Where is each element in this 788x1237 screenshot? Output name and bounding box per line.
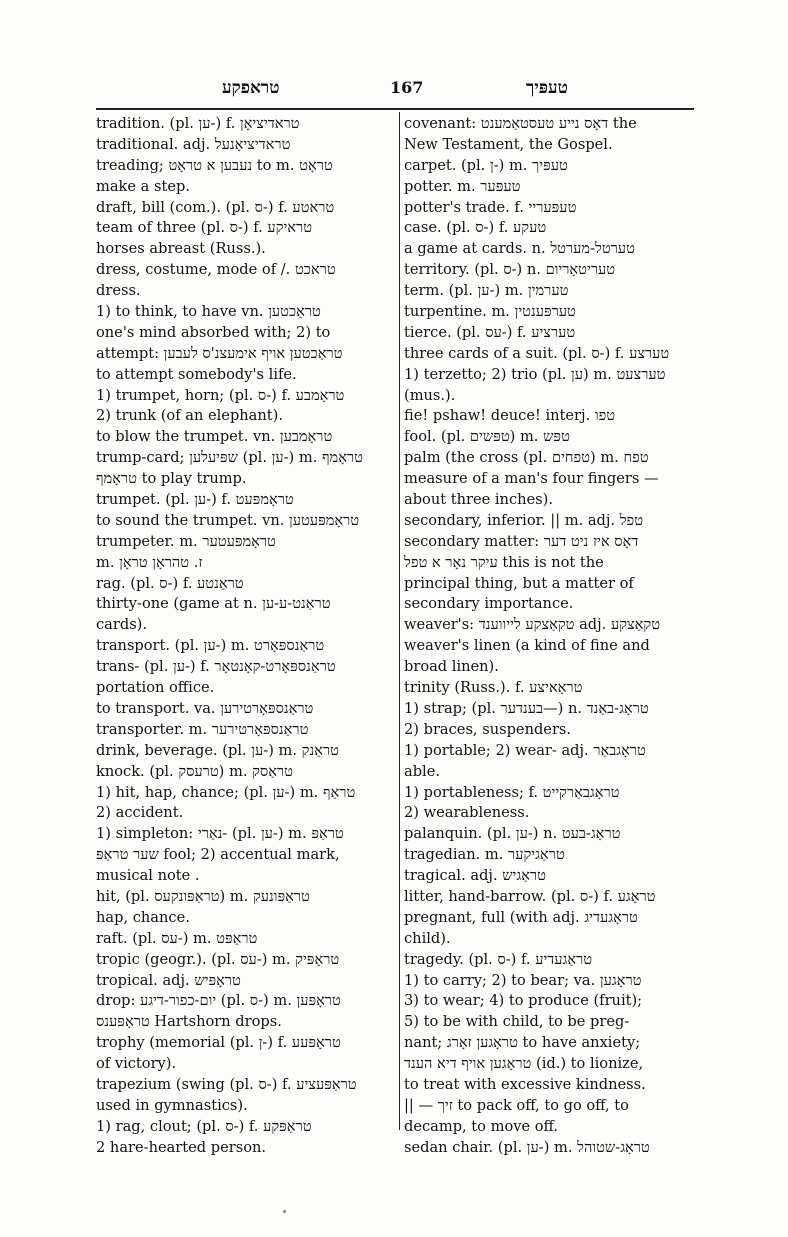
dictionary-line: weaver's: טקאַצקע לייווענד adj. טקאַצקע [404, 616, 661, 634]
dictionary-line: cards). [96, 616, 148, 634]
dictionary-line: carpet. (pl. ן-) m. טעפּיך [404, 156, 568, 174]
dictionary-line: used in gymnastics). [96, 1096, 248, 1114]
dictionary-line: potter's trade. f. טעפּעריי [404, 198, 577, 216]
dictionary-line: טראָמף to play trump. [96, 470, 247, 488]
dictionary-line: to transport. va. טראַנספּאָרטירען [96, 699, 314, 717]
dictionary-line: (mus.). [404, 386, 456, 404]
dictionary-line: trans- (pl. ען-) f. טראַנספּאָרט-קאָנטאָר [96, 658, 336, 676]
dictionary-line: weaver's linen (a kind of fine and [404, 637, 650, 655]
dictionary-line: child). [404, 929, 451, 947]
dictionary-line: litter, hand-barrow. (pl. ס-) f. טראָגע [404, 887, 656, 905]
dictionary-line: three cards of a suit. (pl. ס-) f. טערצע [404, 344, 670, 362]
dictionary-line: trinity (Russ.). f. טראָאיצע [404, 679, 583, 697]
dictionary-line: 1) portable; 2) wear- adj. טראָגבאַר [404, 741, 646, 759]
dictionary-line: potter. m. טעפּער [404, 177, 521, 195]
dictionary-line: 2) trunk (of an elephant). [96, 407, 283, 425]
dictionary-line: tradition. (pl. ען-) f. טראדיציאָן [96, 115, 300, 132]
right-column [404, 114, 696, 1159]
dictionary-line: שער טראַפּ fool; 2) accentual mark, [96, 846, 340, 864]
dictionary-line: m. ז. טהראָן טראָן [96, 553, 203, 571]
header-guide-word-right: טעפּיך [526, 78, 568, 98]
dictionary-line: 2 hare-hearted person. [96, 1138, 267, 1156]
dictionary-line: 2) wearableness. [404, 804, 530, 822]
column-divider [399, 112, 400, 1130]
dictionary-line: thirty-one (game at n. טראַנט-ע-ען [96, 595, 331, 613]
dictionary-line: case. (pl. ס-) f. טעקע [404, 219, 547, 237]
dictionary-line: 1) terzetto; 2) trio (pl. ען) m. טערצעט [404, 365, 666, 383]
dictionary-line: fie! pshaw! deuce! interj. טפו [404, 407, 616, 425]
dictionary-line: decamp, to move off. [404, 1117, 559, 1135]
dictionary-line: one's mind absorbed with; 2) to [96, 323, 331, 341]
dictionary-line: 1) simpleton: נאַרי- (pl. ען-) m. טראַפּ [96, 825, 344, 843]
dictionary-line: 1) hit, hap, chance; (pl. ען-) m. טראַף [96, 783, 356, 801]
dictionary-line: treading; נעבען א טראָט to m. טראָט [96, 156, 333, 174]
dictionary-line: horses abreast (Russ.). [96, 240, 266, 258]
dictionary-line: to sound the trumpet. vn. טראָמפּעטען [96, 511, 360, 529]
dictionary-line: portation office. [96, 679, 215, 697]
dictionary-line: traditional. adj. טראדיציאָנעל [96, 135, 291, 153]
dictionary-line: palm (the cross (pl. טפחים) m. טפח [404, 449, 649, 467]
dictionary-line: 2) braces, suspenders. [404, 720, 572, 738]
dictionary-line: hit, (pl. טראַפּונקעס) m. טראַפּונעק [96, 887, 310, 905]
dictionary-line: tropic (geogr.). (pl. עס-) m. טראָפּיק [96, 950, 340, 968]
dictionary-line: 1) strap; (pl. בענדער—) n. טראָג-באַנד [404, 699, 649, 717]
dictionary-line: tragical. adj. טראַגיש [404, 867, 546, 885]
header-rule [96, 108, 694, 110]
dictionary-line: pregnant, full (with adj. טראָגעדיג [404, 908, 638, 926]
dictionary-line: secondary importance. [404, 595, 574, 613]
page-speck [283, 1210, 286, 1213]
dictionary-line: New Testament, the Gospel. [404, 135, 613, 153]
dictionary-line: trophy (memorial (pl. ן-) f. טראָפּעע [96, 1034, 341, 1052]
dictionary-line: drop: יום-כפור-דיגע (pl. ס-) m. טראָפּען [96, 992, 341, 1010]
dictionary-line: measure of a man's four fingers — [404, 470, 659, 488]
dictionary-line: broad linen). [404, 658, 499, 676]
dictionary-line: 5) to be with child, to be preg- [404, 1013, 630, 1031]
dictionary-line: tragedy. (pl. ס-) f. טראַגעדיע [404, 950, 593, 968]
dictionary-line: to treat with excessive kindness. [404, 1075, 646, 1093]
dictionary-line: covenant: דאָס נייע טעסטאַמענט the [404, 115, 637, 132]
dictionary-line: trapezium (swing (pl. ס-) f. טראַפּעציע [96, 1075, 357, 1093]
dictionary-line: attempt: טראַכטען אויף אימעצנ'ס לעבען [96, 344, 343, 362]
dictionary-line: trumpeter. m. טראָמפּעטער [96, 532, 276, 550]
dictionary-line: sedan chair. (pl. ען-) m. טראָג-שטוהל [404, 1138, 650, 1156]
header-guide-word-left: טראפקע [222, 78, 280, 98]
dictionary-line: knock. (pl. טרעסק) m. טראַסק [96, 762, 293, 780]
dictionary-line: 1) to think, to have vn. טראַכטען [96, 303, 321, 321]
dictionary-line: nant; טראָגען זאָרג to have anxiety; [404, 1034, 641, 1052]
dictionary-line: to blow the trumpet. vn. טראָמבען [96, 428, 333, 446]
dictionary-line: טראָפּענס Hartshorn drops. [96, 1013, 282, 1031]
dictionary-line: raft. (pl. עס-) m. טראַפּט [96, 929, 258, 947]
dictionary-line: team of three (pl. ס-) f. טראיקע [96, 219, 313, 237]
dictionary-line: 3) to wear; 4) to produce (fruit); [404, 992, 643, 1010]
dictionary-line: make a step. [96, 177, 190, 195]
dictionary-line: principal thing, but a matter of [404, 574, 634, 592]
running-header [96, 78, 694, 106]
dictionary-line: עיקר נאָר א טפל this is not the [404, 553, 604, 571]
dictionary-line: transport. (pl. ען-) m. טראַנספּאָרט [96, 637, 325, 655]
dictionary-line: turpentine. m. טערפּענטין [404, 303, 576, 321]
dictionary-line: טראָגען אויף דיא הענד (id.) to lionize, [404, 1055, 644, 1073]
dictionary-line: rag. (pl. ס-) f. טראַנטע [96, 574, 244, 592]
dictionary-line: musical note . [96, 867, 200, 885]
left-column [96, 114, 396, 1159]
dictionary-line: secondary matter: דאָס איז ניט דער [404, 532, 639, 550]
dictionary-line: dress, costume, mode of /. טראכט [96, 261, 336, 279]
dictionary-line: draft, bill (com.). (pl. ס-) f. טראטע [96, 198, 335, 216]
dictionary-line: fool. (pl. טפּשים) m. טפּש [404, 428, 570, 446]
dictionary-line: 1) to carry; 2) to bear; va. טראָגען [404, 971, 642, 989]
dictionary-line: trumpet. (pl. ען-) f. טראָמפּעט [96, 491, 294, 509]
dictionary-line: 1) rag, clout; (pl. ס-) f. טראַפּקע [96, 1117, 312, 1135]
dictionary-line: tierce. (pl. עס-) f. טערציע [404, 323, 576, 341]
dictionary-line: 1) trumpet, horn; (pl. ס-) f. טראָמבע [96, 386, 345, 404]
dictionary-line: || — זיך to pack off, to go off, to [404, 1096, 629, 1114]
dictionary-line: a game at cards. n. טערטל-מערטל [404, 240, 635, 258]
dictionary-line: to attempt somebody's life. [96, 365, 297, 383]
dictionary-line: territory. (pl. ס-) n. טעריטאָריום [404, 261, 616, 279]
dictionary-line: dress. [96, 282, 141, 300]
dictionary-line: about three inches). [404, 491, 553, 509]
page-number: 167 [390, 78, 424, 97]
dictionary-line: drink, beverage. (pl. ען-) m. טראַנק [96, 741, 339, 759]
dictionary-line: 2) accident. [96, 804, 184, 822]
dictionary-line: transporter. m. טראַנספּאָרטירער [96, 720, 309, 738]
dictionary-line: tragedian. m. טראַגיקער [404, 846, 565, 864]
dictionary-line: 1) portableness; f. טראָגבאַרקייט [404, 783, 620, 801]
dictionary-line: trump-card; שפּיעלען (pl. ען-) m. טראָמף [96, 449, 363, 467]
dictionary-line: of victory). [96, 1055, 177, 1073]
dictionary-line: term. (pl. ען-) m. טערמין [404, 282, 569, 300]
dictionary-line: palanquin. (pl. ען-) n. טראָג-בעט [404, 825, 621, 843]
dictionary-line: secondary, inferior. || m. adj. טפל [404, 511, 644, 529]
dictionary-line: able. [404, 762, 440, 780]
dictionary-line: tropical. adj. טראָפּיש [96, 971, 241, 989]
dictionary-line: hap, chance. [96, 908, 190, 926]
